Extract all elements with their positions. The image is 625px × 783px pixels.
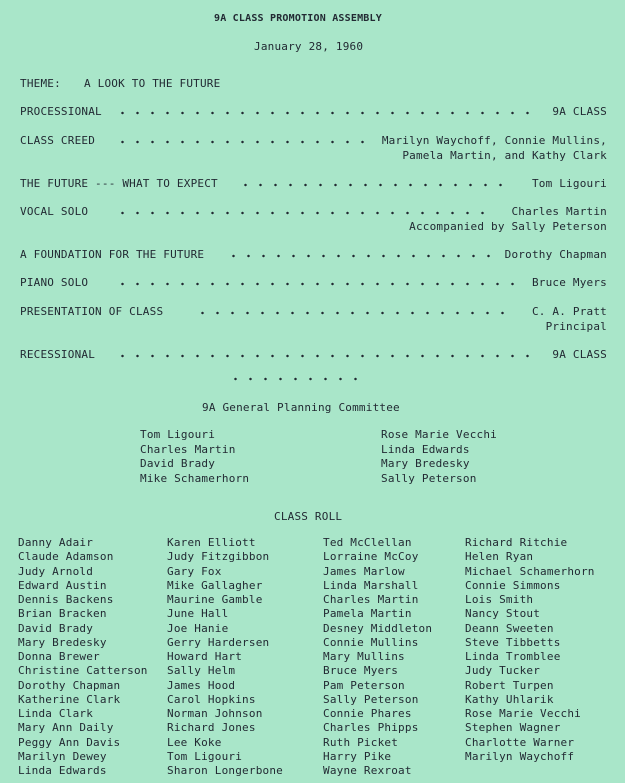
student-name: Gary Fox [167, 564, 222, 578]
student-name: Bruce Myers [323, 664, 399, 678]
student-name: Linda Tromblee [465, 650, 561, 663]
student-name: Judy Fitzgibbon [167, 550, 270, 564]
roll-column-2 [167, 536, 283, 778]
document-date: January 28, 1960 [254, 40, 364, 53]
student-name: James Marlow [323, 564, 405, 578]
student-name: Marilyn Dewey [18, 749, 107, 763]
program-performer: C. A. Pratt [531, 305, 607, 318]
committee-right [381, 428, 497, 486]
student-name: Connie Phares [323, 707, 412, 720]
student-name: Judy Tucker [465, 664, 541, 678]
program-performer: Bruce Myers [531, 276, 607, 289]
leader-dots [115, 140, 365, 144]
program-performer: Accompanied by Sally Peterson [409, 220, 607, 233]
student-name: Charles Martin [323, 593, 419, 606]
student-name: Desney Middleton [323, 621, 433, 635]
student-name: Nancy Stout [465, 607, 541, 621]
committee-member: Linda Edwards [381, 442, 470, 456]
student-name: Edward Austin [18, 578, 107, 592]
student-name: Michael Schamerhorn [465, 564, 595, 578]
committee-member: Charles Martin [140, 442, 236, 456]
student-name: Ted McClellan [323, 536, 412, 549]
section-divider [228, 377, 363, 381]
student-name: Dennis Backens [18, 593, 114, 606]
student-name: Linda Marshall [323, 578, 419, 592]
leader-dots [115, 282, 515, 286]
committee-member: Tom Ligouri [140, 428, 216, 441]
student-name: Lee Koke [167, 735, 222, 749]
student-name: Kathy Uhlarik [465, 692, 554, 706]
student-name: Harry Pike [323, 749, 392, 763]
program-item: PROCESSIONAL [20, 105, 102, 118]
leader-dots [238, 183, 513, 187]
leader-dots [115, 111, 535, 115]
committee-member: Rose Marie Vecchi [381, 428, 497, 441]
student-name: Steve Tibbetts [465, 635, 561, 649]
program-item: RECESSIONAL [20, 348, 96, 361]
theme-label: THEME: [20, 77, 61, 90]
student-name: Peggy Ann Davis [18, 735, 121, 749]
student-name: Ruth Picket [323, 735, 399, 749]
roll-column-1 [18, 536, 148, 778]
program-item: PIANO SOLO [20, 276, 89, 289]
student-name: Dorothy Chapman [18, 678, 121, 692]
student-name: Lorraine McCoy [323, 550, 419, 564]
student-name: Sally Helm [167, 664, 236, 678]
program-performer: Principal [545, 320, 607, 333]
student-name: Brian Bracken [18, 607, 107, 621]
student-name: Judy Arnold [18, 564, 94, 578]
student-name: Rose Marie Vecchi [465, 707, 581, 720]
student-name: Richard Ritchie [465, 536, 568, 549]
student-name: Donna Brewer [18, 650, 100, 663]
student-name: Charlotte Warner [465, 735, 575, 749]
student-name: Stephen Wagner [465, 721, 561, 735]
student-name: Carol Hopkins [167, 692, 256, 706]
program-item: THE FUTURE --- WHAT TO EXPECT [20, 177, 218, 190]
student-name: Charles Phipps [323, 721, 419, 735]
student-name: Norman Johnson [167, 707, 263, 720]
class-roll-title: CLASS ROLL [274, 510, 343, 523]
student-name: Robert Turpen [465, 678, 554, 692]
student-name: Richard Jones [167, 721, 256, 735]
committee-title: 9A General Planning Committee [202, 401, 400, 414]
student-name: Pamela Martin [323, 607, 412, 621]
committee-member: Mike Schamerhorn [140, 471, 250, 485]
leader-dots [115, 211, 495, 215]
program-performer: Tom Ligouri [531, 177, 607, 190]
student-name: Helen Ryan [465, 550, 534, 564]
student-name: Sally Peterson [323, 692, 419, 706]
program-performer: Charles Martin [511, 205, 607, 218]
student-name: Sharon Longerbone [167, 764, 283, 777]
student-name: Claude Adamson [18, 550, 114, 564]
student-name: Deann Sweeten [465, 621, 554, 635]
student-name: Gerry Hardersen [167, 635, 270, 649]
student-name: Tom Ligouri [167, 749, 243, 763]
student-name: Lois Smith [465, 593, 534, 606]
student-name: Mary Ann Daily [18, 721, 114, 735]
student-name: Howard Hart [167, 650, 243, 663]
student-name: Marilyn Waychoff [465, 749, 575, 763]
leader-dots [195, 311, 510, 315]
student-name: Linda Clark [18, 707, 94, 720]
theme-text: A LOOK TO THE FUTURE [84, 77, 221, 90]
program-item: PRESENTATION OF CLASS [20, 305, 164, 318]
committee-member: Mary Bredesky [381, 457, 470, 470]
program-item: A FOUNDATION FOR THE FUTURE [20, 248, 205, 261]
program-item: VOCAL SOLO [20, 205, 89, 218]
student-name: June Hall [167, 607, 229, 621]
student-name: Mary Bredesky [18, 635, 107, 649]
student-name: Linda Edwards [18, 764, 107, 777]
student-name: Connie Simmons [465, 578, 561, 592]
student-name: Christine Catterson [18, 664, 148, 678]
student-name: Wayne Rexroat [323, 764, 412, 777]
student-name: Pam Peterson [323, 678, 405, 692]
leader-dots [226, 254, 491, 258]
student-name: James Hood [167, 678, 236, 692]
student-name: Maurine Gamble [167, 593, 263, 606]
student-name: Connie Mullins [323, 635, 419, 649]
program-performer: 9A CLASS [552, 348, 607, 361]
committee-left [140, 428, 249, 486]
student-name: Mary Mullins [323, 650, 405, 663]
leader-dots [115, 354, 535, 358]
committee-member: David Brady [140, 457, 216, 470]
roll-column-3 [323, 536, 432, 778]
document-title: 9A CLASS PROMOTION ASSEMBLY [214, 13, 382, 24]
student-name: Katherine Clark [18, 692, 121, 706]
committee-member: Sally Peterson [381, 471, 477, 485]
program-performer: 9A CLASS [552, 105, 607, 118]
student-name: David Brady [18, 621, 94, 635]
student-name: Karen Elliott [167, 536, 256, 549]
student-name: Mike Gallagher [167, 578, 263, 592]
program-performer: Dorothy Chapman [504, 248, 607, 261]
program-item: CLASS CREED [20, 134, 96, 147]
program-performer: Marilyn Waychoff, Connie Mullins, [381, 134, 607, 147]
student-name: Joe Hanie [167, 621, 229, 635]
program-performer: Pamela Martin, and Kathy Clark [402, 149, 607, 162]
student-name: Danny Adair [18, 536, 94, 549]
roll-column-4 [465, 536, 595, 764]
